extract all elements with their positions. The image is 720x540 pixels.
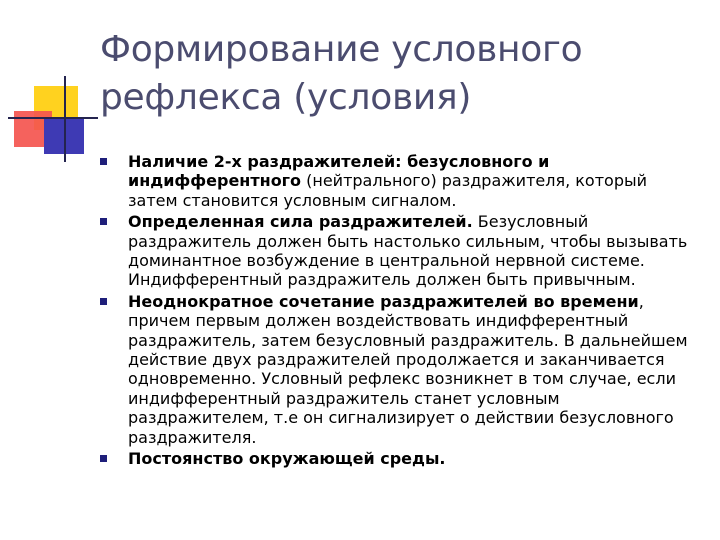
bullet-bold-text: Неоднократное сочетание раздражителей во времени <box>128 291 639 311</box>
square-bullet-icon <box>100 218 107 225</box>
square-bullet-icon <box>100 455 107 462</box>
slide-title-line-2: рефлекса (условия) <box>100 77 472 118</box>
bullet-item <box>100 292 700 447</box>
bullet-text: Безусловный раздражитель должен быть настолько сильным, чтобы вызывать доминантное возбуждение в центральной нервной системе. Индифферентный раздражитель должен быть привычным. <box>128 212 688 290</box>
bullet-item <box>100 152 700 210</box>
square-bullet-icon <box>100 158 107 165</box>
bullet-bold-text: Определенная сила раздражителей. <box>128 212 473 232</box>
decorative-squares <box>0 0 100 170</box>
slide-title-line-1: Формирование условного <box>100 29 583 70</box>
bullet-bold-text: Наличие 2-х раздражителей: безусловного и индифферентного <box>128 152 550 191</box>
bullet-item <box>100 449 700 468</box>
deco-vertical-line <box>64 76 66 162</box>
bullet-list <box>100 152 700 471</box>
bullet-text: , причем первым должен воздействовать индифферентный раздражитель, затем безусловный раздражитель. В дальнейшем действие двух раздражителей продолжается и заканчивается одновременно. Условный рефлекс возникнет в том случае, если индифферентный раздражитель станет условным раздражителем, т.е он сигнализирует о действии безусловного раздражителя. <box>128 291 688 447</box>
deco-horizontal-line <box>8 117 98 119</box>
bullet-text: (нейтрального) раздражителя, который затем становится условным сигналом. <box>128 171 648 210</box>
slide-title <box>100 26 700 122</box>
bullet-bold-text: Постоянство окружающей среды. <box>128 449 446 469</box>
bullet-item <box>100 212 700 290</box>
square-bullet-icon <box>100 298 107 305</box>
